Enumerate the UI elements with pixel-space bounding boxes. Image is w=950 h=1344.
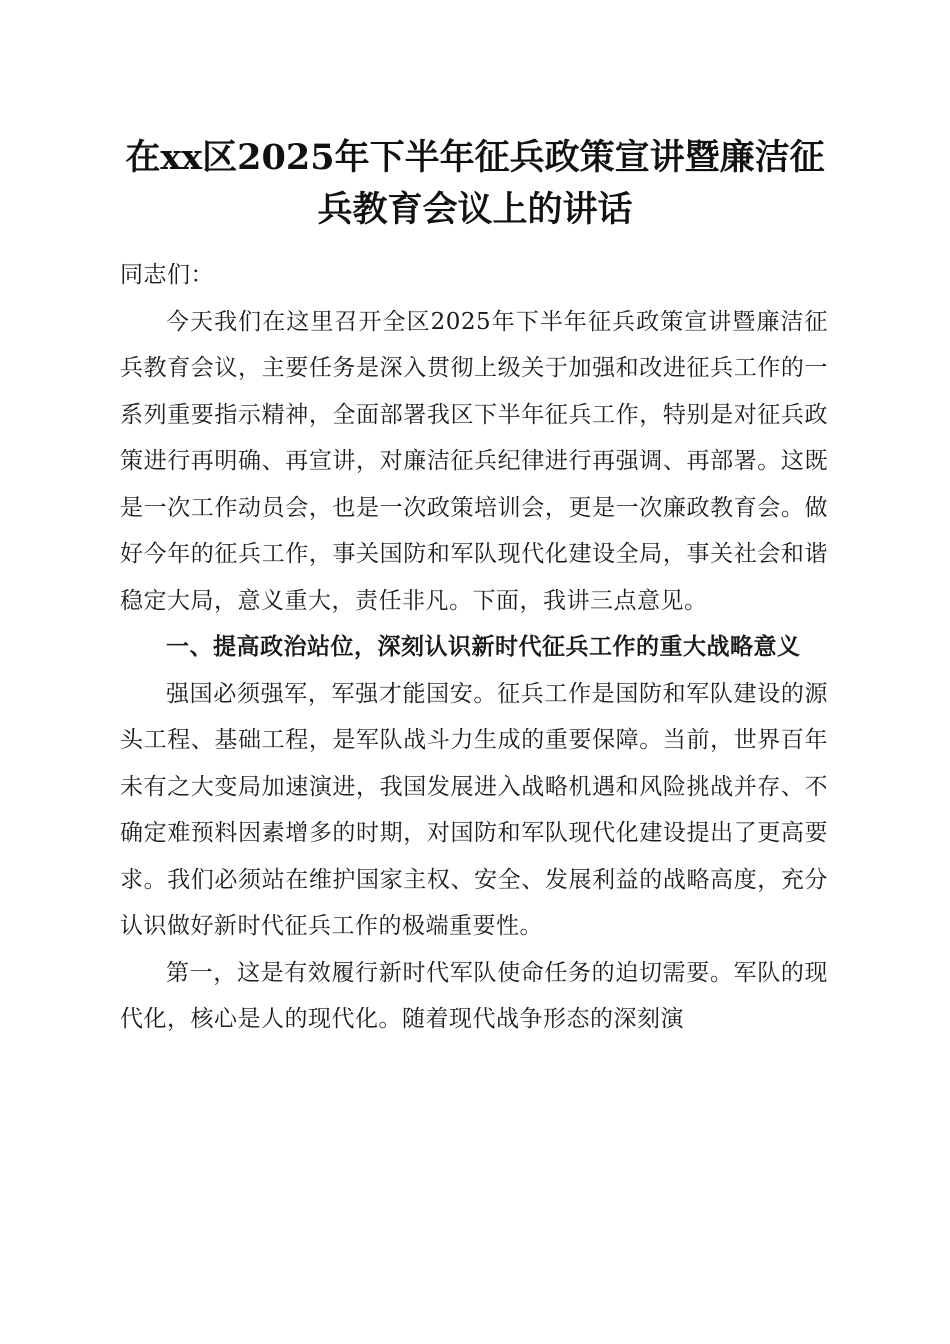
paragraph-intro: 今天我们在这里召开全区2025年下半年征兵政策宣讲暨廉洁征兵教育会议，主要任务是深入贯彻上级关于加强和改进征兵工作的一系列重要指示精神，全面部署我区下半年征兵工作，特别是对征兵政策进行再明确、再宣讲，对廉洁征兵纪律进行再强调、再部署。这既是一次工作动员会，也是一次政策培训会，更是一次廉政教育会。做好今年的征兵工作，事关国防和军队现代化建设全局，事关社会和谐稳定大局，意义重大，责任非凡。下面，我讲三点意见。	[120, 308, 828, 614]
title-line-1: 在xx区2025年下半年征兵政策宣讲暨廉洁征	[125, 137, 825, 178]
section-heading-1: 一、提高政治站位，深刻认识新时代征兵工作的重大战略意义	[166, 634, 801, 660]
title-line-2: 兵教育会议上的讲话	[317, 189, 633, 230]
paragraph-section-1: 强国必须强军，军强才能国安。征兵工作是国防和军队建设的源头工程、基础工程，是军队战斗力生成的重要保障。当前，世界百年未有之大变局加速演进，我国发展进入战略机遇和风险挑战并存、不确定难预料因素增多的时期，对国防和军队现代化建设提出了更高要求。我们必须站在维护国家主权、安全、发展利益的战略高度，充分认识做好新时代征兵工作的极端重要性。	[120, 680, 828, 939]
document-title	[110, 132, 840, 236]
paragraph-point-1: 第一，这是有效履行新时代军队使命任务的迫切需要。军队的现代化，核心是人的现代化。随着现代战争形态的深刻演	[120, 959, 828, 1032]
document-body	[120, 252, 828, 1043]
salutation: 同志们：	[120, 262, 214, 288]
